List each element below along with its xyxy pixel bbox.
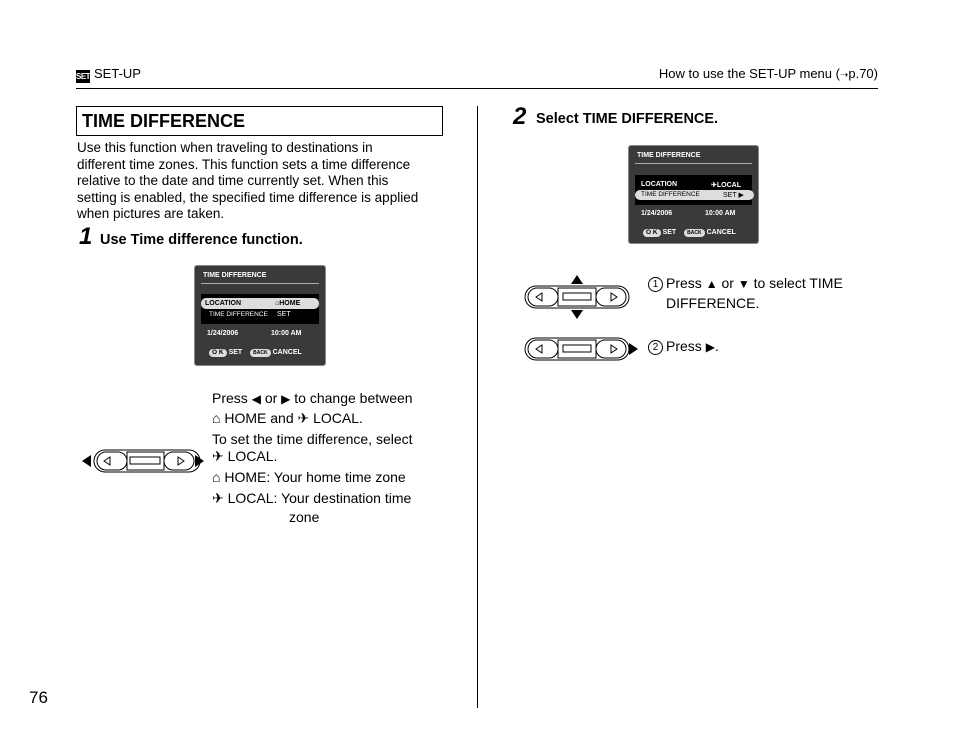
screen1-title: TIME DIFFERENCE (203, 272, 267, 279)
dpad-left-right-icon (80, 447, 206, 475)
home-icon: ⌂ (212, 469, 221, 485)
section-title-box (76, 106, 443, 136)
screen2-title: TIME DIFFERENCE (637, 152, 701, 159)
header-howto: How to use the SET-UP menu (➝p.70) (658, 66, 878, 81)
intro-paragraph: Use this function when traveling to destinations in different time zones. This function sets a time difference relative to the date and time currently set. When this setting is enabled, the specified time difference is applied when pictures are taken. (77, 140, 419, 222)
screen1-row-timediff: TIME DIFFERENCE (209, 311, 268, 318)
triangle-right-icon: ▶ (705, 340, 715, 354)
substep-2: 2 Press ▶. (648, 337, 719, 357)
header-rule (76, 88, 878, 89)
plane-icon: ✈ (212, 448, 224, 464)
triangle-right-icon (629, 343, 638, 355)
camera-screen-2: TIME DIFFERENCE LOCATION ✈LOCAL TIME DIFFERENCE SET ▶ 1/24/2006 10:00 AM O K SET BACK CANCEL (628, 145, 759, 244)
home-icon: ⌂ (275, 300, 280, 307)
header-section-label: SET-UP (94, 66, 141, 81)
triangle-up-icon (571, 275, 583, 284)
plane-icon: ✈ (297, 410, 310, 426)
dpad-up-down-icon (524, 274, 634, 320)
arrow-ref-icon: ➝ (839, 70, 849, 81)
step-2-title: Select TIME DIFFERENCE. (536, 111, 719, 127)
circle-number-2: 2 (648, 340, 663, 355)
step-1-number: 1 (79, 223, 93, 250)
substep-1: 1 Press ▲ or ▼ to select TIME DIFFERENCE. (648, 274, 843, 313)
step-2-number: 2 (513, 103, 527, 130)
circle-number-1: 1 (648, 277, 663, 292)
step-1-title: Use Time difference function. (100, 232, 303, 248)
triangle-up-icon: ▲ (705, 277, 718, 291)
triangle-right-icon: ▶ (738, 192, 744, 199)
screen2-row-location: LOCATION (641, 181, 678, 188)
setup-badge-icon: SET (76, 72, 91, 81)
column-divider (477, 106, 478, 708)
home-icon: ⌂ (212, 410, 221, 426)
screen2-time: 10:00 AM (705, 210, 736, 217)
screen1-footer: O K SET BACK CANCEL (209, 349, 302, 357)
screen1-time: 10:00 AM (271, 330, 302, 337)
triangle-left-icon: ◀ (251, 392, 261, 406)
plane-icon: ✈ (212, 490, 224, 506)
header-section (76, 66, 141, 83)
screen1-date: 1/24/2006 (207, 330, 239, 337)
screen2-footer: O K SET BACK CANCEL (643, 229, 736, 237)
camera-screen-1: TIME DIFFERENCE LOCATION ⌂HOME TIME DIFFERENCE SET 1/24/2006 10:00 AM O K SET BACK CANCEL (194, 265, 326, 366)
triangle-right-icon: ▶ (281, 392, 291, 406)
triangle-down-icon: ▼ (737, 277, 750, 291)
plane-icon: ✈ (711, 182, 717, 189)
dpad-right-icon (524, 336, 640, 362)
page-number: 76 (29, 688, 48, 707)
triangle-down-icon (571, 310, 583, 319)
triangle-left-icon (82, 455, 91, 467)
screen2-date: 1/24/2006 (641, 210, 673, 217)
section-title: TIME DIFFERENCE (82, 111, 246, 131)
instructions-block: Press ◀ or ▶ to change between ⌂ HOME and ✈ LOCAL. To set the time difference, select ✈ LOCAL. ⌂ HOME: Your home time zone ✈ LOCAL: Your destination time zone (212, 390, 413, 525)
